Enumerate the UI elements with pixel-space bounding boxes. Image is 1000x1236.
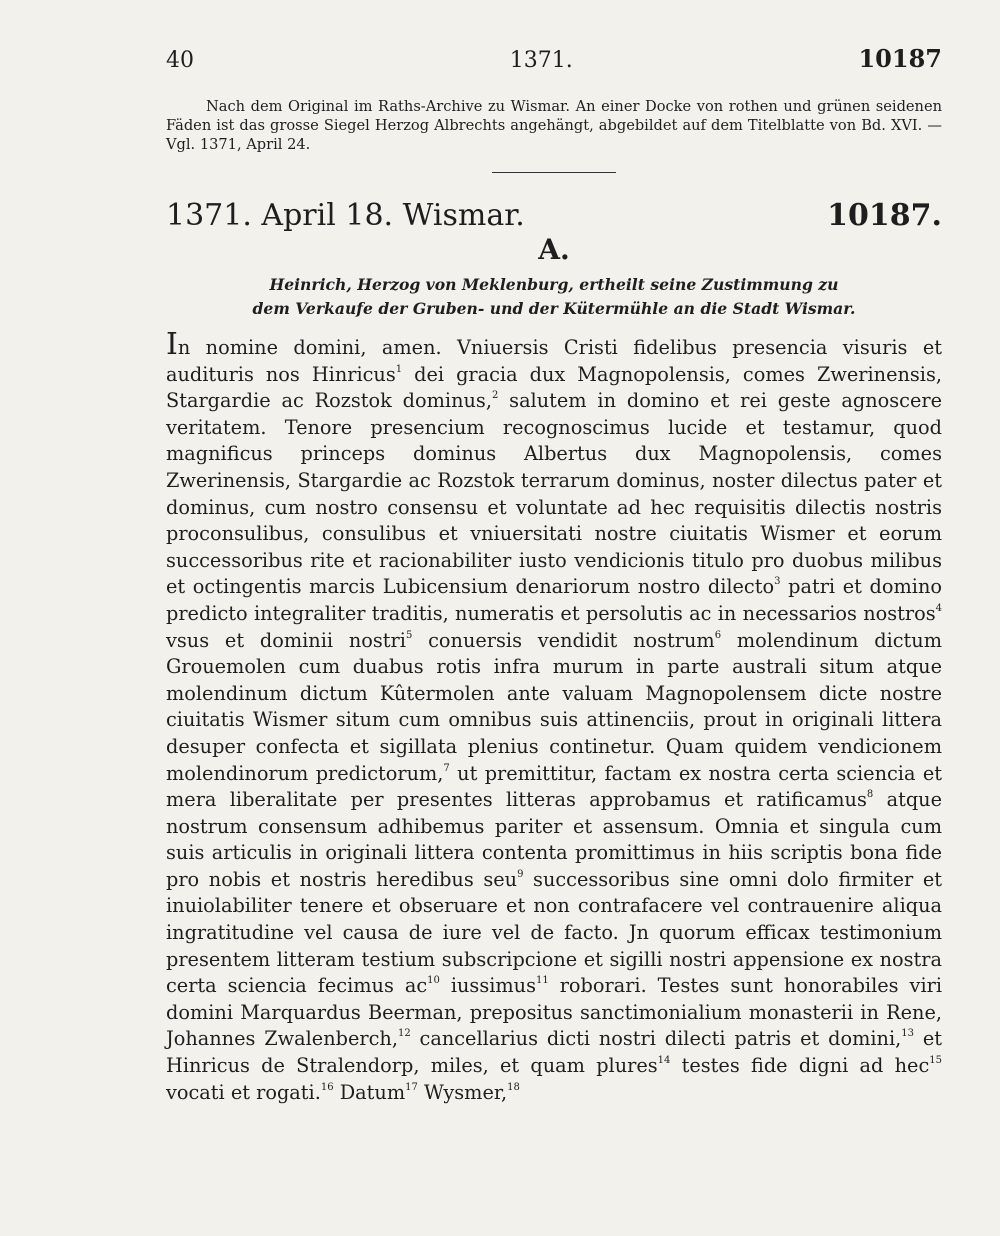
entry-date-place: 1371. April 18. Wismar. (166, 198, 525, 233)
entry-summary-line: dem Verkaufe der Gruben- und der Kütermühle an die Stadt Wismar. (252, 299, 856, 318)
footnote-mark: 18 (507, 1081, 520, 1093)
text-segment: successoribus sine omni dolo firmiter et inuiolabiliter tenere et obseruare et non contrafacere vel contrauenire aliqua ingratitudine vel causa de iure vel de facto. Jn quorum efficax testimonium presentem litteram testium subscripcione et sigilli nostri appensione ex nostra certa sciencia fecimus ac (166, 867, 942, 998)
footnote-mark: 17 (405, 1081, 418, 1093)
running-year: 1371. (509, 48, 573, 73)
footnote-mark: 16 (320, 1081, 334, 1093)
running-document-number: 10187 (858, 44, 942, 73)
footnote-mark: 13 (901, 1028, 914, 1040)
footnote-mark: 11 (536, 975, 549, 987)
footnote-mark: 1 (395, 363, 403, 375)
footnote-mark: 3 (774, 576, 781, 588)
text-segment: vsus et dominii nostri (166, 628, 406, 652)
text-segment: roborari. Testes sunt honorabiles viri domini Marquardus Beerman, prepositus sanctimonialium monasterii in Rene, Johannes Zwalenberch, (166, 974, 942, 1051)
charter-paragraph (166, 327, 943, 1106)
running-head (166, 44, 942, 73)
section-separator (492, 172, 616, 173)
entry-summary (166, 273, 942, 321)
text-segment: atque nostrum consensum adhibemus pariter et assensum. Omnia et singula cum suis articulis in originali littera contenta promittimus in hiis scriptis bona fide pro nobis et nostris heredibus seu (166, 788, 943, 891)
footnote-mark: 15 (929, 1055, 942, 1067)
footnote-mark: 14 (657, 1055, 671, 1067)
text-segment: et Hinricus de Stralendorp, miles, et quam plures (166, 1027, 943, 1078)
footnote-mark: 10 (427, 975, 440, 987)
entry-summary-line: Heinrich, Herzog von Meklenburg, ertheilt seine Zustimmung zu (269, 275, 839, 294)
text-segment: salutem in domino et rei geste agnoscere veritatem. Tenore presencium recognoscimus lucide et testamur, quod magnificus princeps dominus Albertus dux Magnopolensis, comes Zwerinensis, Stargardie ac Rozstok terrarum dominus, noster dilectus pater et dominus, cum nostro consensu et voluntate ad hec requisitis dilectis nostris proconsulibus, consulibus et vniuersitati nostre ciuitatis Wismer et eorum successoribus rite et racionabiliter iusto vendicionis titulo pro duobus milibus et octingentis marcis Lubicensium denariorum nostro dilecto (166, 389, 943, 599)
entry-heading (166, 199, 942, 233)
text-segment: testes fide digni ad hec (670, 1054, 930, 1078)
text-segment: iussimus (439, 974, 536, 998)
page-number: 40 (166, 48, 194, 73)
footnote-mark: 7 (443, 762, 450, 774)
footnote-mark: 9 (517, 868, 524, 880)
text-segment: Wysmer, (417, 1080, 508, 1104)
text-segment: ut premittitur, factam ex nostra certa sciencia et mera liberalitate per presentes litteras approbamus et ratificamus (166, 761, 943, 812)
text-segment: cancellarius dicti nostri dilecti patris et domini, (410, 1027, 902, 1051)
footnote-mark: 5 (405, 629, 413, 641)
source-note: Nach dem Original im Raths-Archive zu Wismar. An einer Docke von rothen und grünen seidenen Fäden ist das grosse Siegel Herzog Albrechts angehängt, abgebildet auf dem Titelblatte von Bd. XVI. — Vgl. 1371, April 24. (166, 98, 942, 153)
footnote-mark: 12 (397, 1028, 411, 1040)
initial-letter: I (166, 327, 178, 362)
footnote-mark: 4 (935, 602, 942, 614)
text-segment: n nomine domini, amen. Vniuersis Cristi fidelibus presencia visuris et audituris nos Hinricus (166, 336, 942, 386)
text-segment: dei gracia dux Magnopolensis, comes Zwerinensis, Stargardie ac Rozstok dominus, (166, 362, 942, 413)
footnote-mark: 2 (491, 390, 499, 402)
footnote-mark: 8 (866, 789, 874, 801)
text-segment: vocati et rogati. (166, 1080, 321, 1104)
entry-part-label: A. (538, 233, 570, 266)
text-segment: patri et domino predicto integraliter traditis, numeratis et persolutis ac in necessarios nostros (166, 575, 942, 625)
footnote-mark: 6 (714, 629, 722, 641)
text-segment: molendinum dictum Grouemolen cum duabus rotis infra murum in parte australi situm atque molendinum dictum Kûtermolen ante valuam Magnopolensem dicte nostre ciuitatis Wismer situm cum omnibus suis attinenciis, prout in originali littera desuper confecta et sigillata plenius continetur. Quam quidem vendicionem molendinorum predictorum, (166, 628, 942, 785)
charter-text (166, 327, 943, 1106)
entry-number: 10187. (827, 198, 942, 233)
text-segment: Datum (333, 1080, 406, 1104)
text-segment: conuersis vendidit nostrum (412, 628, 715, 652)
